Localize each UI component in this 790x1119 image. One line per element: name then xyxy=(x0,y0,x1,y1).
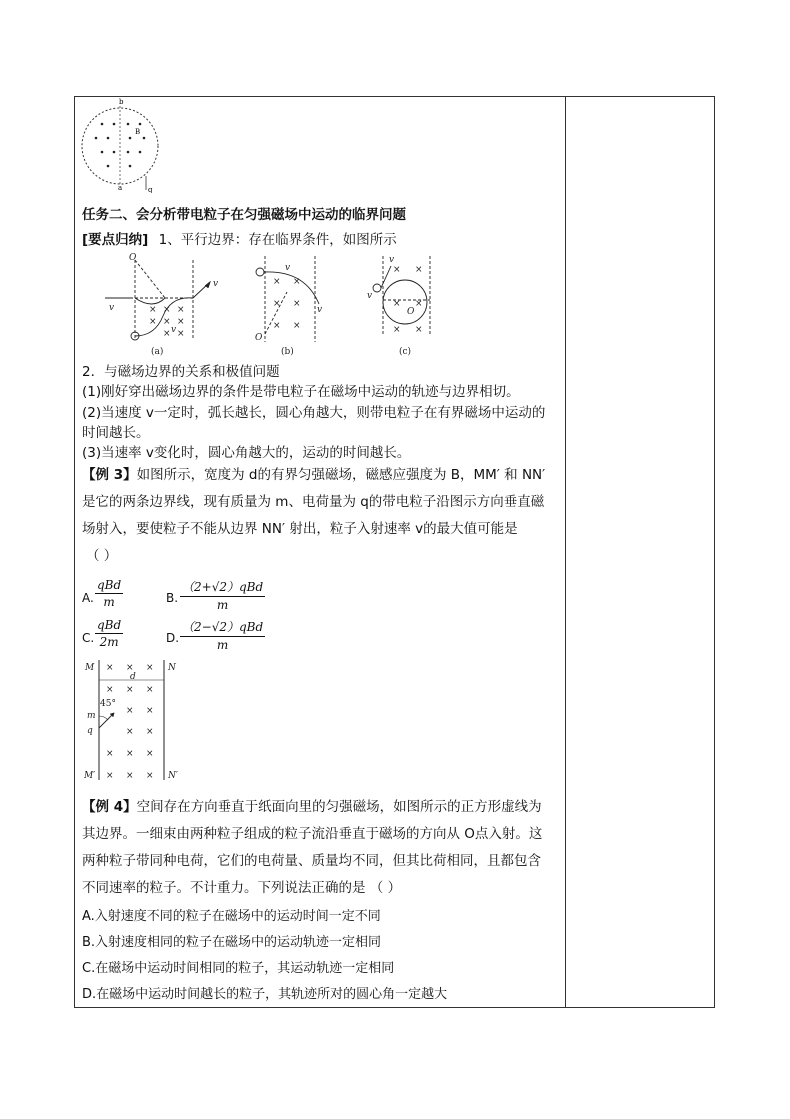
svg-text:v: v xyxy=(389,255,395,265)
example3-paren: （ ） xyxy=(86,548,118,564)
example4-option-c: C.在磁场中运动时间相同的粒子，其运动轨迹一定相同 xyxy=(82,961,395,976)
option-d-fraction xyxy=(180,618,265,652)
example3-figure xyxy=(84,658,194,783)
example4-tag: 【例 4】 xyxy=(82,799,137,815)
svg-text:×: × xyxy=(146,727,154,737)
key-point-2-1: (1)刚好穿出磁场边界的条件是带电粒子在磁场中运动的轨迹与边界相切。 xyxy=(82,384,520,400)
svg-text:×: × xyxy=(106,771,114,781)
svg-text:×: × xyxy=(126,727,134,737)
option-a-label: A. xyxy=(82,591,94,605)
fig-label-B: B xyxy=(135,128,141,136)
option-a-fraction xyxy=(95,578,123,609)
svg-text:×: × xyxy=(163,317,171,327)
svg-text:×: × xyxy=(393,265,401,275)
example4-line2: 其边界。一细束由两种粒子组成的粒子流沿垂直于磁场的方向从 O点入射。这 xyxy=(82,826,543,842)
key-point-2-2a: (2)当速度 v一定时，弧长越长，圆心角越大，则带电粒子在有界磁场中运动的 xyxy=(82,405,546,421)
option-b-label: B. xyxy=(166,591,179,605)
key-points-tag: [要点归纳] xyxy=(82,232,149,248)
column-divider xyxy=(565,96,566,1008)
svg-text:×: × xyxy=(393,299,401,309)
svg-text:×: × xyxy=(415,265,423,275)
example4-option-b: B.入射速度相同的粒子在磁场中的运动轨迹一定相同 xyxy=(82,935,382,950)
figure-a xyxy=(105,260,210,340)
svg-text:×: × xyxy=(177,329,185,339)
svg-text:×: × xyxy=(146,706,154,716)
key-points-line xyxy=(82,230,397,250)
key-point-1: 1、平行边界：存在临界条件，如图所示 xyxy=(158,232,397,248)
svg-text:×: × xyxy=(273,321,281,331)
option-c-label: C. xyxy=(82,631,95,645)
svg-text:×: × xyxy=(163,305,171,315)
svg-text:×: × xyxy=(273,277,281,287)
fig-label-b: b xyxy=(119,98,124,106)
svg-text:v: v xyxy=(213,279,219,289)
svg-text:×: × xyxy=(177,317,185,327)
svg-text:v: v xyxy=(367,291,373,301)
fig-M: M xyxy=(85,663,95,673)
svg-text:×: × xyxy=(126,706,134,716)
svg-text:×: × xyxy=(146,749,154,759)
option-a-den: m xyxy=(103,595,115,609)
svg-text:×: × xyxy=(273,299,281,309)
svg-text:×: × xyxy=(149,305,157,315)
example3-line1 xyxy=(82,465,545,485)
fig-label-a: a xyxy=(118,184,123,192)
option-d-label: D. xyxy=(166,631,180,645)
svg-text:×: × xyxy=(163,329,171,339)
svg-text:×: × xyxy=(106,685,114,695)
example4-option-d: D.在磁场中运动时间越长的粒子，其轨迹所对的圆心角一定越大 xyxy=(82,987,448,1002)
circle-field-figure xyxy=(80,98,160,193)
svg-text:v: v xyxy=(317,305,323,315)
key-point-2: 2．与磁场边界的关系和极值问题 xyxy=(82,364,280,380)
example4-text1: 空间存在方向垂直于纸面向里的匀强磁场，如图所示的正方形虚线为 xyxy=(136,799,542,815)
svg-text:×: × xyxy=(293,277,301,287)
option-c-fraction xyxy=(95,618,123,649)
example4-option-a: A.入射速度不同的粒子在磁场中的运动时间一定不同 xyxy=(82,909,381,924)
fig-label-c: (c) xyxy=(399,347,412,357)
svg-text:×: × xyxy=(126,685,134,695)
svg-text:O: O xyxy=(255,333,263,343)
svg-text:×: × xyxy=(126,749,134,759)
example4-line3: 两种粒子带同种电荷，它们的电荷量、质量均不同，但其比荷相同，且都包含 xyxy=(82,853,541,869)
option-b-fraction xyxy=(180,578,265,612)
svg-text:×: × xyxy=(126,663,134,673)
option-d-den: m xyxy=(216,638,229,652)
option-b-den: m xyxy=(216,598,229,612)
fig-angle: 45° xyxy=(100,699,116,709)
example4-line4: 不同速率的粒子。不计重力。下列说法正确的是 （ ） xyxy=(82,880,402,896)
fig-label-q: q xyxy=(148,186,153,193)
fig-q: q xyxy=(87,726,93,736)
option-a-num: qBd xyxy=(97,578,122,592)
svg-text:O: O xyxy=(407,307,415,317)
option-c-den: 2m xyxy=(99,635,119,649)
svg-text:v: v xyxy=(171,325,177,335)
example3-line2: 是它的两条边界线，现有质量为 m、电荷量为 q的带电粒子沿图示方向垂直磁 xyxy=(82,494,545,510)
svg-text:×: × xyxy=(146,771,154,781)
svg-text:×: × xyxy=(393,325,401,335)
option-b-num: （2+√2）qBd xyxy=(180,578,265,597)
fig-M2: M′ xyxy=(84,771,96,781)
option-c-num: qBd xyxy=(97,618,122,632)
key-point-2-2b: 时间越长。 xyxy=(82,425,150,441)
task-title: 任务二、会分析带电粒子在匀强磁场中运动的临界问题 xyxy=(82,207,406,223)
svg-text:×: × xyxy=(146,685,154,695)
svg-text:×: × xyxy=(415,325,423,335)
example3-line3: 场射入，要使粒子不能从边界 NN′ 射出，粒子入射速率 v的最大值可能是 xyxy=(82,521,518,537)
key-point-2-3: (3)当速率 v变化时，圆心角越大的，运动的时间越长。 xyxy=(82,445,411,461)
fig-d: d xyxy=(130,672,136,682)
svg-text:×: × xyxy=(106,749,114,759)
svg-text:×: × xyxy=(149,317,157,327)
fig-label-a: (a) xyxy=(151,347,164,357)
svg-text:v: v xyxy=(285,263,291,273)
svg-text:×: × xyxy=(106,663,114,673)
fig-m: m xyxy=(87,711,96,721)
svg-text:×: × xyxy=(293,299,301,309)
svg-text:×: × xyxy=(177,305,185,315)
svg-text:O: O xyxy=(129,253,137,263)
svg-text:×: × xyxy=(415,299,423,309)
fig-label-b: (b) xyxy=(281,347,294,357)
svg-text:×: × xyxy=(126,771,134,781)
svg-text:×: × xyxy=(146,663,154,673)
fig-N2: N′ xyxy=(168,771,178,781)
svg-text:v: v xyxy=(109,303,115,313)
svg-text:×: × xyxy=(293,321,301,331)
boundary-figures xyxy=(105,252,435,362)
example3-tag: 【例 3】 xyxy=(82,467,137,483)
example3-text1: 如图所示，宽度为 d的有界匀强磁场，磁感应强度为 B，MM′ 和 NN′ xyxy=(136,467,546,483)
example4-line1 xyxy=(82,797,542,817)
option-d-num: （2−√2）qBd xyxy=(180,618,265,637)
fig-N: N xyxy=(168,663,176,673)
